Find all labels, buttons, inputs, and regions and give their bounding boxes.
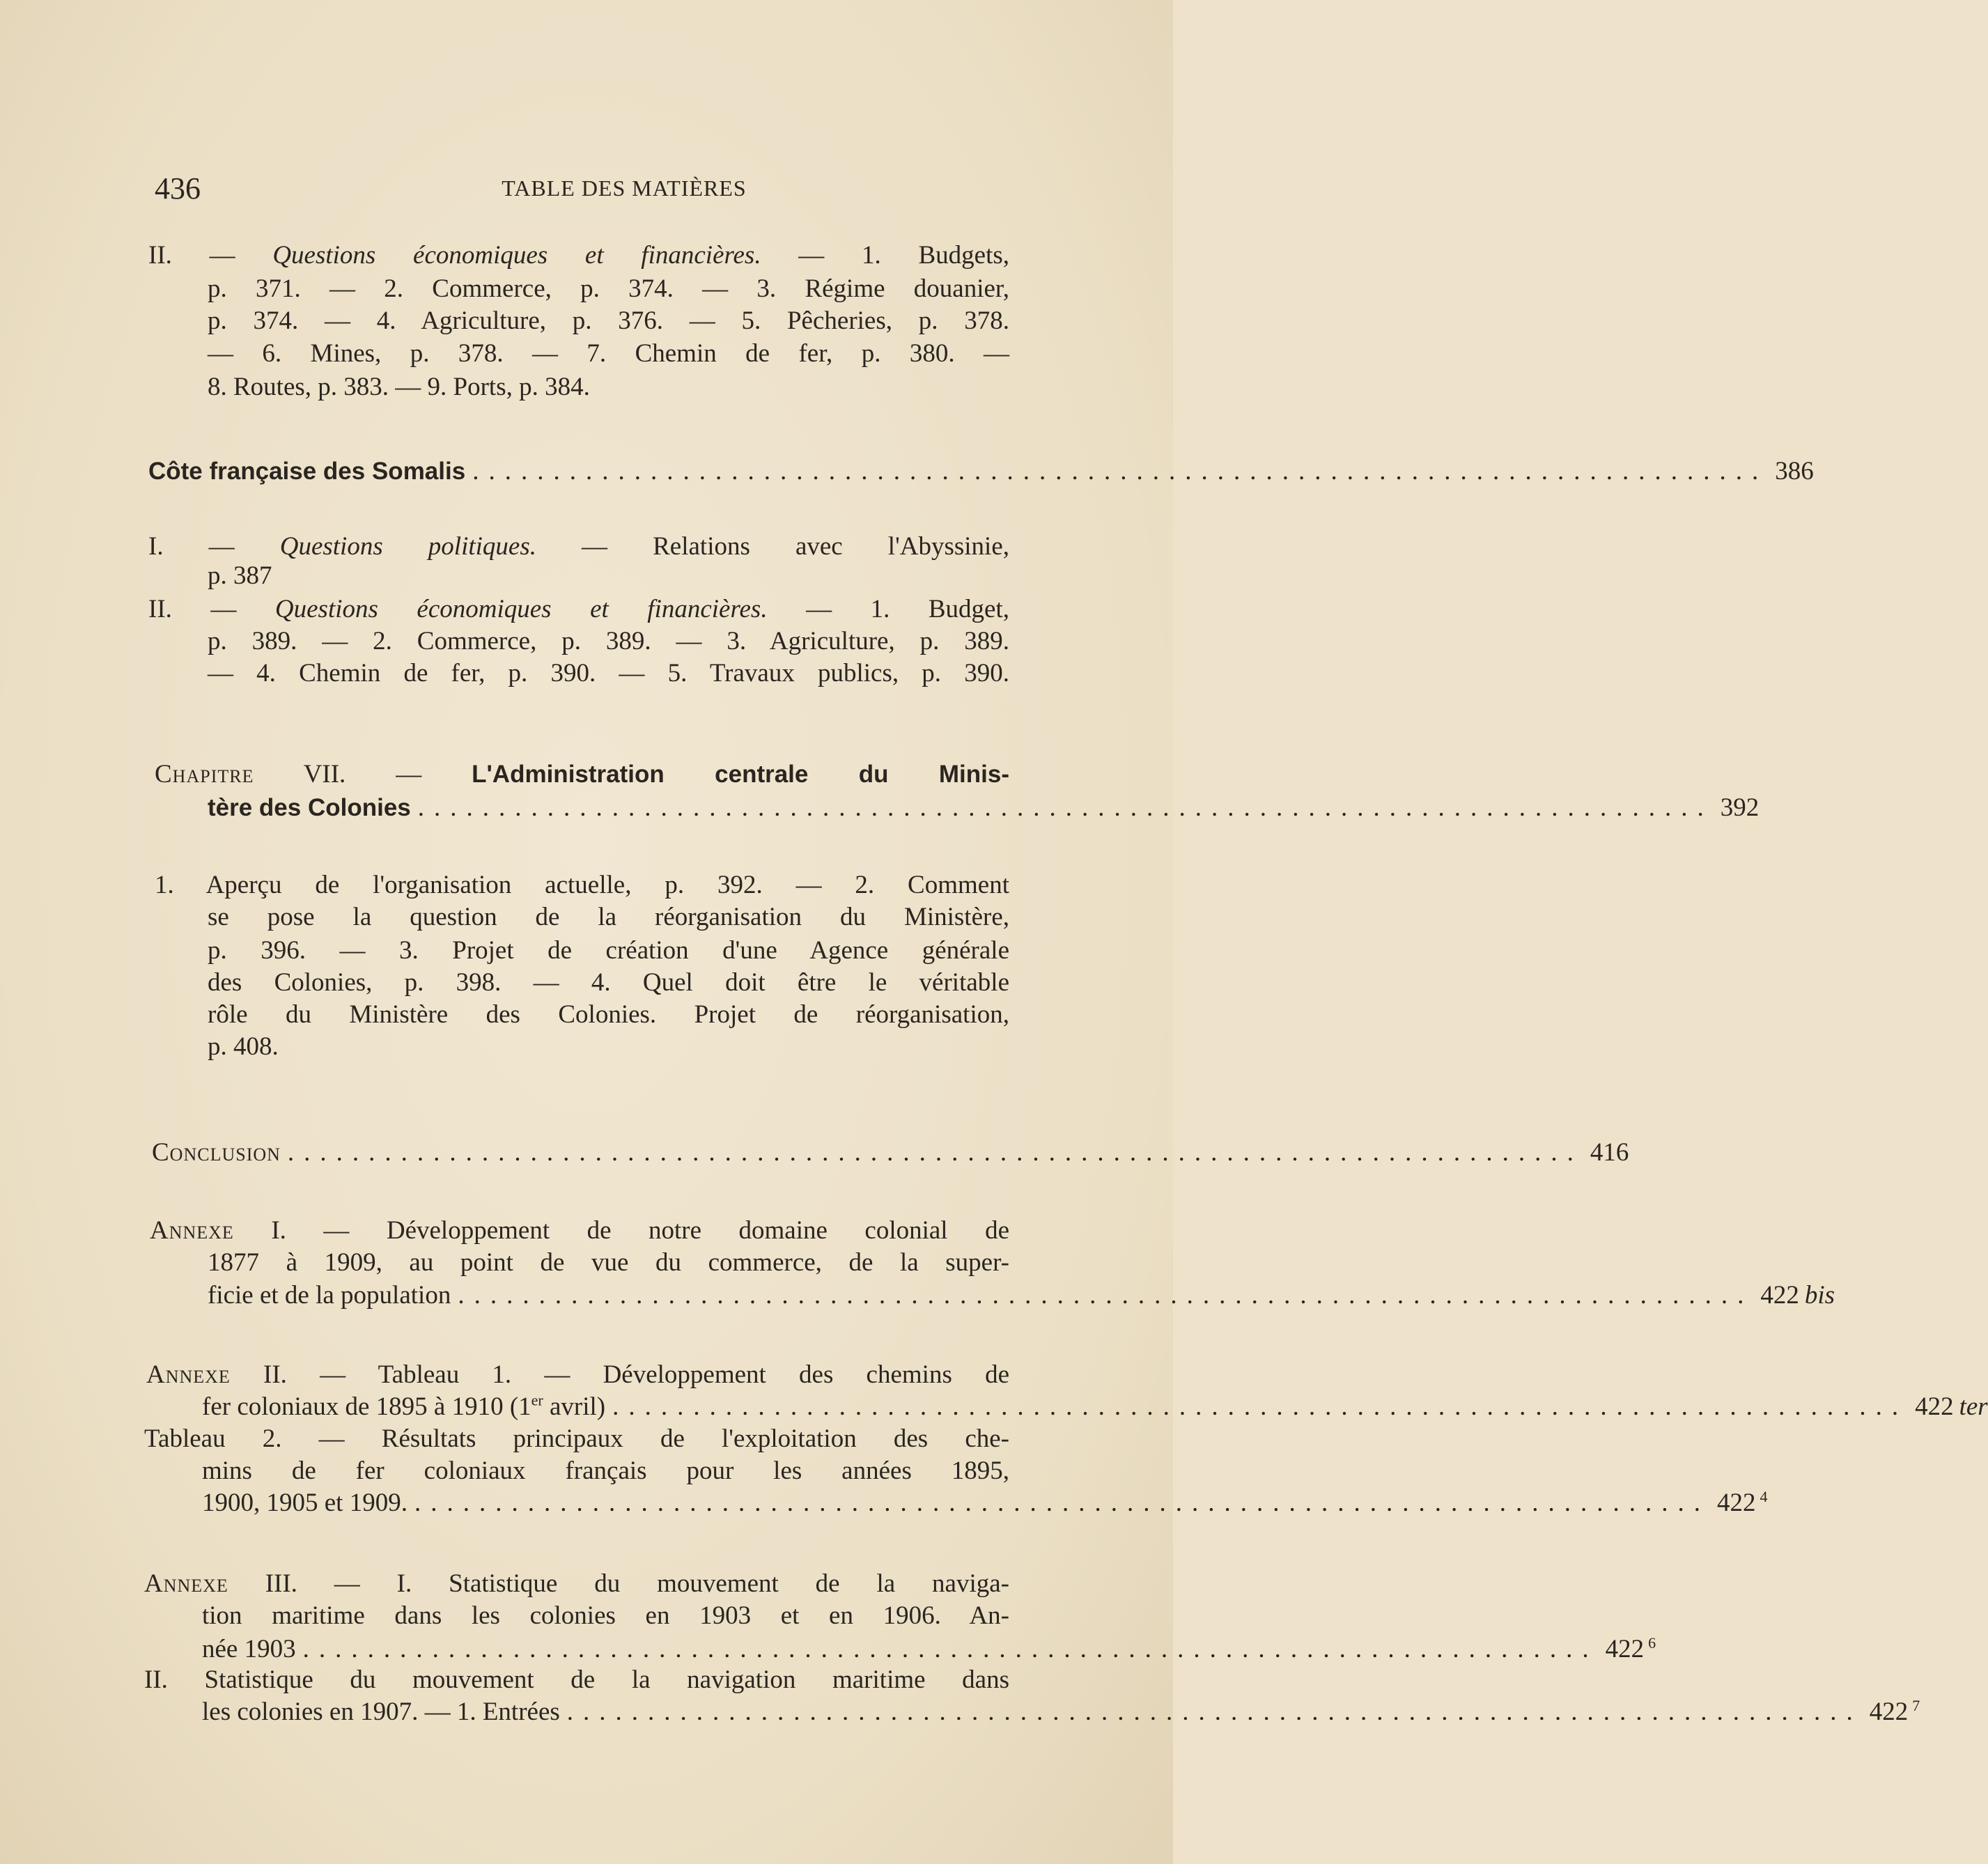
text-segment: les colonies en 1907. — 1. Entrées bbox=[202, 1698, 560, 1726]
toc-entry-with-page bbox=[202, 1390, 1988, 1424]
toc-line bbox=[202, 1454, 1009, 1489]
dot-leader: ................................................................................ bbox=[287, 1138, 1583, 1167]
entry-text bbox=[146, 1360, 1009, 1389]
entry-text bbox=[208, 968, 1009, 997]
text-segment: III. — I. Statistique du mouvement de la naviga- bbox=[228, 1569, 1009, 1598]
toc-line bbox=[208, 900, 1009, 935]
text-segment: 8. Routes, p. 383. — 9. Ports, p. 384. bbox=[208, 373, 590, 401]
page-number: 386 bbox=[1775, 457, 1814, 486]
text-segment: des Colonies, p. 398. — 4. Quel doit être le véritable bbox=[208, 968, 1009, 997]
text-segment: fer coloniaux de 1895 à 1910 (1 bbox=[202, 1392, 531, 1421]
toc-entry-with-page bbox=[208, 1278, 1835, 1313]
entry-text bbox=[208, 627, 1009, 655]
text-segment: — 1. Budgets, bbox=[761, 241, 1009, 270]
page-reference bbox=[1870, 1695, 1920, 1730]
toc-line bbox=[155, 757, 1009, 792]
bold-heading: tère des Colonies bbox=[208, 794, 411, 821]
page-number: 422 bbox=[1760, 1281, 1799, 1310]
page-reference bbox=[1590, 1135, 1629, 1170]
page-number: 422 bbox=[1716, 1489, 1756, 1517]
entry-text bbox=[208, 936, 1009, 965]
entry-text bbox=[202, 1601, 1009, 1630]
page-number: 422 bbox=[1869, 1698, 1909, 1726]
toc-entry-with-page bbox=[152, 1135, 1629, 1170]
toc-line bbox=[208, 336, 1009, 371]
text-segment: — 4. Chemin de fer, p. 390. — 5. Travaux publics, p. 390. bbox=[208, 659, 1009, 688]
text-segment: — Relations avec l'Abyssinie, bbox=[536, 532, 1009, 561]
entry-text bbox=[208, 791, 411, 825]
text-segment: VII. — bbox=[254, 760, 472, 789]
section-label: Annexe bbox=[144, 1569, 228, 1598]
dot-leader: ................................................................................ bbox=[414, 1489, 1710, 1517]
toc-line bbox=[208, 624, 1009, 659]
entry-text bbox=[148, 241, 1009, 270]
page-reference bbox=[1717, 1486, 1768, 1521]
toc-line bbox=[208, 559, 1009, 593]
text-segment: p. 387 bbox=[208, 561, 272, 590]
entry-text bbox=[144, 1665, 1009, 1694]
toc-line bbox=[208, 1030, 1009, 1064]
page-reference bbox=[1775, 454, 1814, 489]
text-segment: mins de fer coloniaux français pour les années 1895, bbox=[202, 1457, 1009, 1485]
toc-line bbox=[208, 997, 1009, 1032]
toc-line bbox=[202, 1599, 1009, 1633]
dot-leader: ................................................................................ bbox=[302, 1635, 1599, 1663]
entry-text bbox=[150, 1216, 1009, 1245]
entry-text bbox=[202, 1486, 407, 1521]
toc-line bbox=[150, 1213, 1009, 1248]
italic-heading: Questions économiques et financières. bbox=[274, 595, 768, 623]
text-segment: er bbox=[531, 1391, 543, 1409]
text-segment: II. — bbox=[148, 595, 275, 623]
text-segment: tion maritime dans les colonies en 1903 et en 1906. An- bbox=[202, 1601, 1009, 1630]
entry-text bbox=[208, 339, 1009, 368]
toc-entry-with-page bbox=[202, 1486, 1768, 1521]
toc-line bbox=[208, 272, 1009, 306]
text-segment: Tableau 2. — Résultats principaux de l'exploitation des che- bbox=[144, 1424, 1009, 1453]
section-label: Conclusion bbox=[152, 1138, 281, 1167]
toc-entry-with-page bbox=[148, 454, 1814, 489]
entry-text bbox=[202, 1457, 1009, 1485]
section-label: Annexe bbox=[150, 1216, 234, 1245]
entry-text bbox=[208, 561, 272, 590]
toc-line bbox=[144, 1663, 1009, 1698]
page-number: 422 bbox=[1915, 1392, 1954, 1421]
page-number: 392 bbox=[1720, 793, 1760, 822]
toc-line bbox=[208, 965, 1009, 1000]
text-segment: se pose la question de la réorganisation du Ministère, bbox=[208, 903, 1009, 931]
toc-entry-with-page bbox=[202, 1632, 1656, 1667]
text-segment: ficie et de la population bbox=[208, 1281, 451, 1310]
entry-text bbox=[152, 1135, 281, 1170]
page-reference bbox=[1915, 1390, 1988, 1424]
entry-text bbox=[155, 760, 1009, 789]
page-superscript: 7 bbox=[1912, 1696, 1920, 1714]
entry-text bbox=[208, 1000, 1009, 1029]
bold-heading: L'Administration centrale du Minis- bbox=[472, 761, 1009, 788]
toc-line bbox=[208, 370, 1009, 405]
dot-leader: ................................................................................ bbox=[612, 1392, 1909, 1421]
entry-text bbox=[208, 1032, 279, 1061]
section-label: Annexe bbox=[146, 1360, 231, 1389]
toc-line bbox=[208, 304, 1009, 339]
bold-heading: Côte française des Somalis bbox=[148, 458, 466, 485]
entry-text bbox=[208, 306, 1009, 335]
text-segment: p. 389. — 2. Commerce, p. 389. — 3. Agriculture, p. 389. bbox=[208, 627, 1009, 655]
text-segment: I. — bbox=[148, 532, 280, 561]
entry-text bbox=[144, 1569, 1009, 1598]
page-superscript: 6 bbox=[1648, 1633, 1656, 1652]
text-segment: p. 396. — 3. Projet de création d'une Agence générale bbox=[208, 936, 1009, 965]
page-number: 416 bbox=[1590, 1138, 1629, 1167]
page-suffix: bis bbox=[1804, 1281, 1835, 1310]
text-segment: avril) bbox=[543, 1392, 606, 1421]
text-segment: 1900, 1905 et 1909. bbox=[202, 1489, 407, 1517]
italic-heading: Questions économiques et financières. bbox=[272, 241, 761, 270]
section-label: Chapitre bbox=[155, 760, 254, 789]
page-reference bbox=[1606, 1632, 1656, 1667]
entry-text bbox=[144, 1424, 1009, 1453]
text-segment: p. 371. — 2. Commerce, p. 374. — 3. Régime douanier, bbox=[208, 274, 1009, 303]
entry-text bbox=[208, 1248, 1009, 1277]
entry-text bbox=[155, 871, 1009, 899]
page-reference bbox=[1760, 1278, 1835, 1313]
text-segment: II. — bbox=[148, 241, 273, 270]
dot-leader: ................................................................................ bbox=[417, 793, 1714, 822]
entry-text bbox=[208, 373, 590, 401]
entry-text bbox=[208, 903, 1009, 931]
entry-text bbox=[208, 1278, 451, 1313]
page-reference bbox=[1721, 791, 1760, 825]
dot-leader: ................................................................................ bbox=[472, 457, 1769, 486]
dot-leader: ................................................................................ bbox=[458, 1281, 1754, 1310]
entry-text bbox=[208, 659, 1009, 688]
italic-heading: Questions politiques. bbox=[279, 532, 536, 561]
entry-text bbox=[148, 595, 1009, 623]
text-segment: II. Statistique du mouvement de la navigation maritime dans bbox=[144, 1665, 1009, 1694]
page-superscript: 4 bbox=[1760, 1487, 1768, 1505]
toc-entry-with-page bbox=[202, 1695, 1920, 1730]
entry-text bbox=[148, 532, 1009, 561]
text-segment: rôle du Ministère des Colonies. Projet de réorganisation, bbox=[208, 1000, 1009, 1029]
text-segment: née 1903 bbox=[202, 1635, 296, 1663]
page-number: 422 bbox=[1605, 1635, 1645, 1663]
entry-text bbox=[202, 1390, 605, 1424]
toc-entry-with-page bbox=[208, 791, 1760, 825]
text-segment: p. 408. bbox=[208, 1032, 279, 1061]
toc-line bbox=[148, 592, 1009, 627]
text-segment: p. 374. — 4. Agriculture, p. 376. — 5. Pêcheries, p. 378. bbox=[208, 306, 1009, 335]
page-number: 436 bbox=[155, 171, 201, 205]
toc-line bbox=[208, 933, 1009, 968]
text-segment: 1877 à 1909, au point de vue du commerce, de la super- bbox=[208, 1248, 1009, 1277]
text-segment: — 1. Budget, bbox=[767, 595, 1009, 623]
page-suffix: ter bbox=[1959, 1392, 1988, 1421]
entry-text bbox=[202, 1632, 296, 1667]
entry-text bbox=[148, 454, 465, 489]
toc-line bbox=[148, 238, 1009, 273]
toc-line bbox=[144, 1422, 1009, 1457]
entry-text bbox=[202, 1695, 560, 1730]
text-segment: I. — Développement de notre domaine colonial de bbox=[233, 1216, 1009, 1245]
entry-text bbox=[208, 274, 1009, 303]
toc-line bbox=[155, 868, 1009, 903]
text-segment: — 6. Mines, p. 378. — 7. Chemin de fer, p. 380. — bbox=[208, 339, 1009, 368]
toc-line bbox=[208, 1245, 1009, 1280]
toc-line bbox=[146, 1358, 1009, 1392]
running-title: TABLE DES MATIÈRES bbox=[502, 176, 747, 201]
toc-line bbox=[144, 1567, 1009, 1601]
toc-line bbox=[208, 656, 1009, 691]
dot-leader: ................................................................................ bbox=[566, 1698, 1863, 1726]
text-segment: II. — Tableau 1. — Développement des chemins de bbox=[230, 1360, 1009, 1389]
text-segment: 1. Aperçu de l'organisation actuelle, p. 392. — 2. Comment bbox=[155, 871, 1009, 899]
